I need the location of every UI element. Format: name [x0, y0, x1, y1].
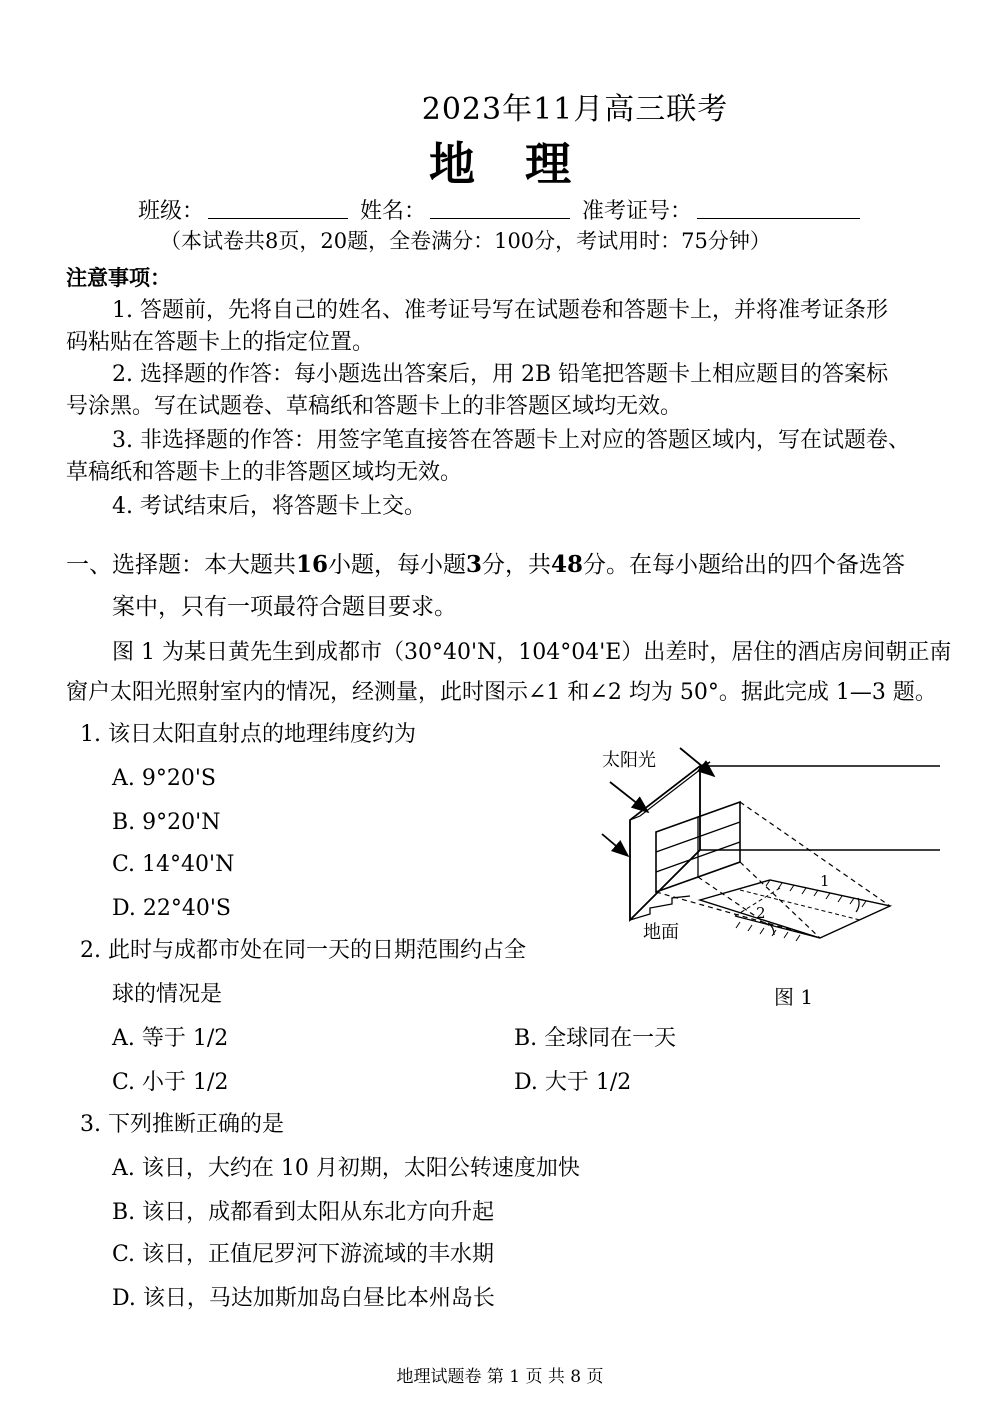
- exam-title: 2023年11月高三联考: [421, 92, 729, 127]
- id-field[interactable]: [697, 218, 860, 219]
- name-label: 姓名：: [360, 199, 427, 224]
- question-3-option-b[interactable]: B. 该日，成都看到太阳从东北方向升起: [112, 1200, 495, 1225]
- angle-1-label: 1: [820, 872, 830, 890]
- question-1-stem: 1. 该日太阳直射点的地理纬度约为: [80, 722, 416, 747]
- section1-heading: 一、选择题：本大题共16小题，每小题3分，共48分。在每小题给出的四个备选答: [66, 551, 906, 578]
- instruction-1b: 码粘贴在答题卡上的指定位置。: [66, 330, 375, 355]
- class-label: 班级：: [138, 199, 205, 224]
- instruction-3a: 3. 非选择题的作答：用签字笔直接答在答题卡上对应的答题区域内，写在试题卷、: [112, 428, 910, 453]
- question-3-stem: 3. 下列推断正确的是: [80, 1112, 284, 1137]
- sun-ray-arrow: [602, 834, 628, 856]
- section1-line2: 案中，只有一项最符合题目要求。: [112, 594, 457, 620]
- question-1-option-a[interactable]: A. 9°20'S: [112, 766, 216, 791]
- wall-face: [630, 766, 700, 920]
- exam-note: （本试卷共8页，20题，全卷满分：100分，考试用时：75分钟）: [160, 229, 771, 253]
- sun-ray-arrow: [610, 782, 648, 812]
- floor-light-patch: [700, 880, 890, 938]
- ground-label: 地面: [643, 922, 679, 943]
- question-1-option-b[interactable]: B. 9°20'N: [112, 810, 221, 835]
- question-2-option-d[interactable]: D. 大于 1/2: [514, 1070, 632, 1095]
- sunlight-label: 太阳光: [602, 750, 656, 771]
- instruction-1a: 1. 答题前，先将自己的姓名、准考证号写在试题卷和答题卡上，并将准考证条形: [112, 298, 888, 323]
- figure-1-diagram: [590, 740, 950, 1020]
- question-2-option-a[interactable]: A. 等于 1/2: [112, 1026, 229, 1051]
- instruction-4: 4. 考试结束后，将答题卡上交。: [112, 494, 426, 519]
- page-footer: 地理试题卷 第 1 页 共 8 页: [396, 1367, 604, 1387]
- figure-caption: 图 1: [774, 985, 814, 1009]
- instruction-2a: 2. 选择题的作答：每小题选出答案后，用 2B 铅笔把答题卡上相应题目的答案标: [112, 362, 889, 387]
- instructions-heading: 注意事项：: [66, 266, 171, 290]
- question-2-option-b[interactable]: B. 全球同在一天: [514, 1026, 677, 1051]
- question-3-option-a[interactable]: A. 该日，大约在 10 月初期，太阳公转速度加快: [112, 1156, 580, 1181]
- passage-line1: 图 1 为某日黄先生到成都市（30°40'N，104°04'E）出差时，居住的酒店房间朝正南: [112, 640, 952, 665]
- question-3-option-c[interactable]: C. 该日，正值尼罗河下游流域的丰水期: [112, 1242, 495, 1267]
- question-2-stem-cont: 球的情况是: [112, 982, 223, 1007]
- passage-line2: 窗户太阳光照射室内的情况，经测量，此时图示∠1 和∠2 均为 50°。据此完成 1—3 题。: [66, 680, 937, 705]
- id-label: 准考证号：: [582, 199, 693, 224]
- instruction-3b: 草稿纸和答题卡上的非答题区域均无效。: [66, 460, 463, 485]
- class-field[interactable]: [208, 218, 348, 219]
- question-2-option-c[interactable]: C. 小于 1/2: [112, 1070, 229, 1095]
- angle-2-label: 2: [756, 904, 766, 922]
- instruction-2b: 号涂黑。写在试题卷、草稿纸和答题卡上的非答题区域均无效。: [66, 394, 683, 419]
- question-1-option-d[interactable]: D. 22°40'S: [112, 896, 231, 921]
- name-field[interactable]: [430, 218, 570, 219]
- subject-title: 地理: [429, 137, 621, 191]
- question-2-stem: 2. 此时与成都市处在同一天的日期范围约占全: [80, 938, 526, 963]
- question-3-option-d[interactable]: D. 该日，马达加斯加岛白昼比本州岛长: [112, 1286, 495, 1311]
- question-1-option-c[interactable]: C. 14°40'N: [112, 852, 235, 877]
